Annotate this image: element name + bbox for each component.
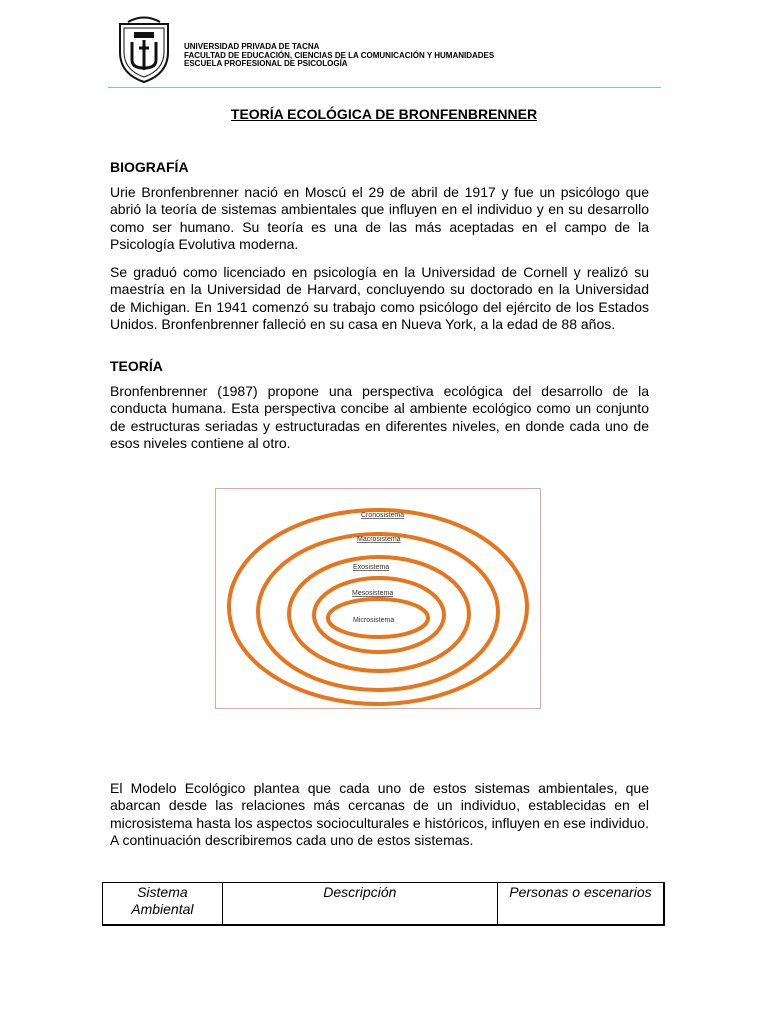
label-microsistema: Microsistema xyxy=(353,617,395,624)
label-macrosistema: Macrosistema xyxy=(357,536,401,543)
university-name: UNIVERSIDAD PRIVADA DE TACNA xyxy=(184,42,320,51)
model-paragraph: El Modelo Ecológico plantea que cada uno de estos sistemas ambientales, que abarcan desde las relaciones más cercanas de un individuo, establecidas en el microsistema hasta los aspectos socioculturales e históricos, influyen en ese individuo. A continuación describiremos cada uno de estos sistemas. xyxy=(110,780,649,849)
biography-paragraph-1: Urie Bronfenbrenner nació en Moscú el 29 de abril de 1917 y fue un psicólogo que abrió la teoría de sistemas ambientales que influyen en el individuo y en su desarrollo como ser humano. Su teoría es una de las más aceptadas en el campo de la Psicología Evolutiva moderna. xyxy=(110,184,649,253)
systems-table xyxy=(102,882,665,926)
theory-heading: TEORÍA xyxy=(110,358,163,374)
header-descripcion: Descripción xyxy=(222,883,497,925)
ecological-rings xyxy=(216,489,540,708)
school-name: ESCUELA PROFESIONAL DE PSICOLOGÍA xyxy=(184,59,348,68)
label-exosistema: Exosistema xyxy=(353,564,390,571)
theory-paragraph: Bronfenbrenner (1987) propone una perspectiva ecológica del desarrollo de la conducta humana. Esta perspectiva concibe al ambiente ecológico como un conjunto de estructuras seriadas y estructuradas en diferentes niveles, en donde cada uno de esos niveles contiene al otro. xyxy=(110,383,649,452)
header-sistema-ambiental: Sistema Ambiental xyxy=(103,883,223,925)
label-mesosistema: Mesosistema xyxy=(352,590,394,597)
university-seal-icon xyxy=(114,16,174,84)
header-personas-escenarios: Personas o escenarios xyxy=(497,883,664,925)
table-header-row xyxy=(103,883,665,925)
biography-heading: BIOGRAFÍA xyxy=(110,159,189,175)
header-divider xyxy=(108,87,661,88)
institution-block xyxy=(184,43,494,69)
biography-paragraph-2: Se graduó como licenciado en psicología en la Universidad de Cornell y realizó su maestría en la Universidad de Harvard, concluyendo su doctorado en la Universidad de Michigan. En 1941 comenzó su trabajo como psicólogo del ejército de los Estados Unidos. Bronfenbrenner falleció en su casa en Nueva York, a la edad de 88 años. xyxy=(110,264,649,333)
document-header xyxy=(108,16,660,86)
document-title: TEORÍA ECOLÓGICA DE BRONFENBRENNER xyxy=(230,106,538,122)
label-cronosistema: Cronosistema xyxy=(361,512,405,519)
faculty-name: FACULTAD DE EDUCACIÓN, CIENCIAS DE LA COMUNICACIÓN Y HUMANIDADES xyxy=(184,50,495,60)
ecological-model-diagram xyxy=(215,488,541,709)
